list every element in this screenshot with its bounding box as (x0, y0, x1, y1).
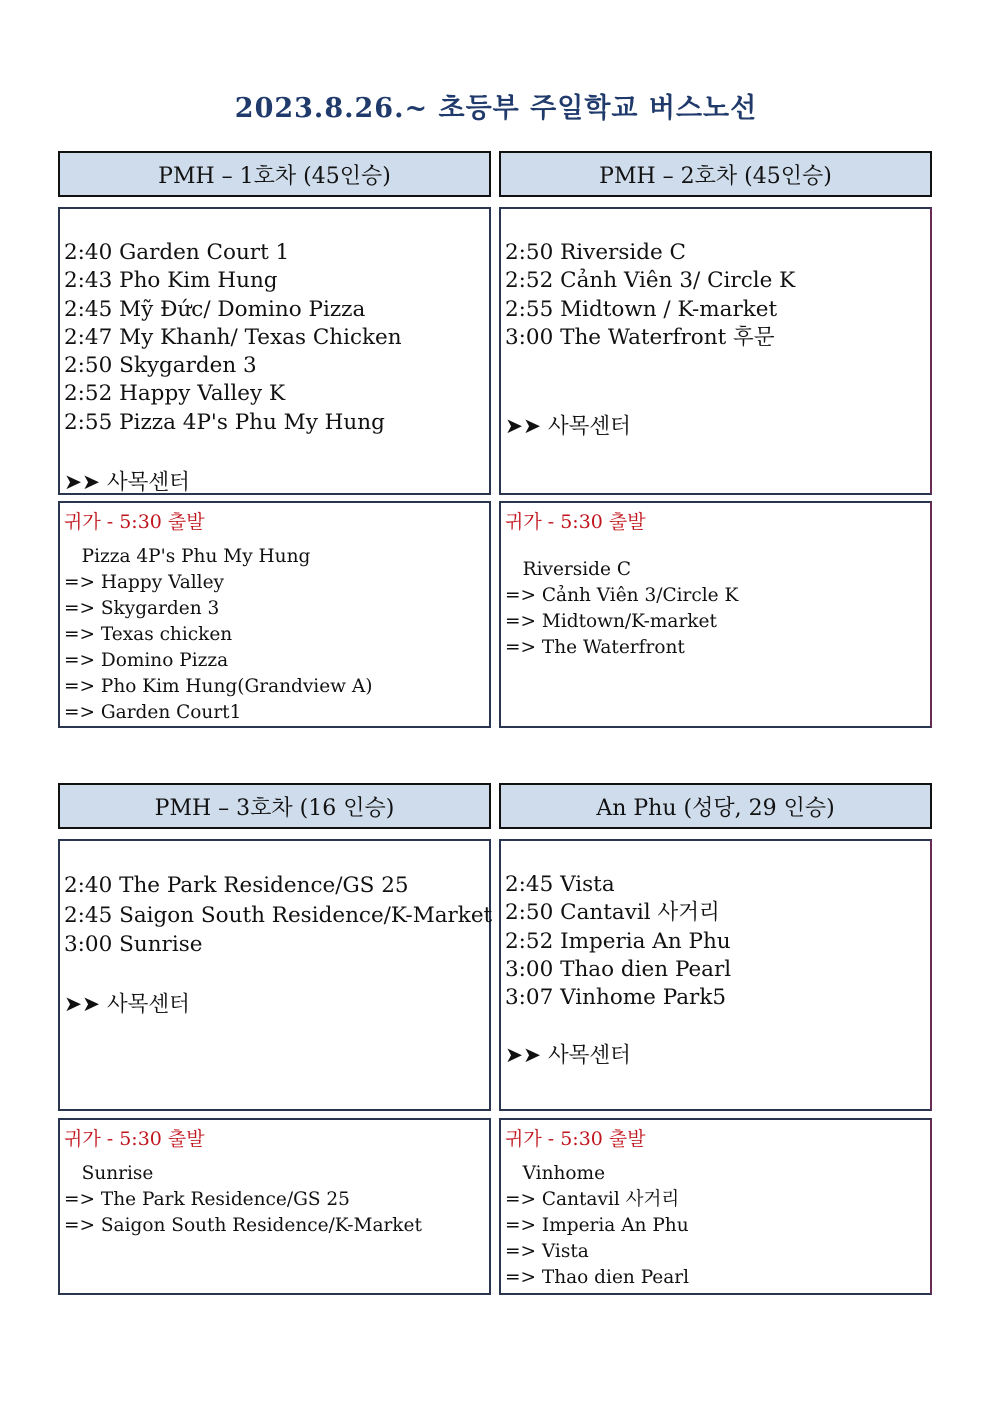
route-4-return-stops (505, 1161, 689, 1291)
return-stop-item: => Cantavil 사거리 (505, 1189, 680, 1210)
page-title: 2023.8.26.~ 초등부 주일학교 버스노선 (234, 93, 758, 124)
return-stop-item: => Domino Pizza (64, 650, 229, 671)
route-1-header: PMH – 1호차 (45인승) (58, 151, 491, 197)
return-stop-item: => The Park Residence/GS 25 (64, 1189, 350, 1210)
return-stop-item: => Thao dien Pearl (505, 1267, 690, 1288)
route-2-stops (505, 239, 795, 352)
return-stop-item: Vinhome (505, 1163, 606, 1184)
stop-item: 2:52 Imperia An Phu (505, 928, 731, 954)
stop-item: 2:43 Pho Kim Hung (64, 268, 278, 294)
return-stop-item: => Skygarden 3 (64, 598, 220, 619)
stop-item: 2:55 Midtown / K-market (505, 296, 778, 322)
return-stop-item: => Cảnh Viên 3/Circle K (505, 585, 739, 606)
route-4-destination: ➤➤ 사목센터 (505, 1043, 631, 1068)
stop-item: 2:50 Cantavil 사거리 (505, 900, 720, 926)
route-4-stops (505, 871, 731, 1012)
route-4-header: An Phu (성당, 29 인승) (499, 783, 932, 829)
return-stop-item: => Imperia An Phu (505, 1215, 689, 1236)
stop-item: 2:50 Skygarden 3 (64, 353, 257, 379)
route-3-return-title: 귀가 - 5:30 출발 (64, 1128, 205, 1150)
route-3-stops (64, 871, 492, 960)
return-stop-item: Sunrise (64, 1163, 154, 1184)
return-stop-item: => The Waterfront (505, 637, 685, 658)
stop-item: 2:40 Garden Court 1 (64, 240, 290, 265)
route-1-return-title: 귀가 - 5:30 출발 (64, 511, 205, 533)
route-2-destination: ➤➤ 사목센터 (505, 414, 631, 439)
route-1-return-stops (64, 544, 372, 726)
return-stop-item: => Texas chicken (64, 624, 233, 645)
route-4-return-box (499, 1118, 932, 1295)
stop-item: 2:47 My Khanh/ Texas Chicken (64, 324, 402, 350)
route-1-stops (64, 239, 402, 437)
return-stop-item: => Vista (505, 1241, 589, 1262)
return-stop-item: Riverside C (505, 559, 631, 580)
return-stop-item: Pizza 4P's Phu My Hung (64, 546, 311, 567)
stop-item: 2:50 Riverside C (505, 240, 687, 265)
return-stop-item: => Midtown/K-market (505, 611, 717, 632)
stop-item: 2:45 Mỹ Đức/ Domino Pizza (64, 296, 366, 322)
route-3-stops-box (58, 839, 491, 1111)
stop-item: 3:00 Sunrise (64, 932, 203, 957)
route-2-header: PMH – 2호차 (45인승) (499, 151, 932, 197)
stop-item: 2:40 The Park Residence/GS 25 (64, 873, 409, 898)
stop-item: 2:55 Pizza 4P's Phu My Hung (64, 409, 385, 435)
stop-item: 2:52 Happy Valley K (64, 381, 286, 407)
route-3-header: PMH – 3호차 (16 인승) (58, 783, 491, 829)
route-1-stops-box (58, 207, 491, 495)
route-1-return-box (58, 501, 491, 728)
route-2-return-box (499, 501, 932, 728)
route-4-return-title: 귀가 - 5:30 출발 (505, 1128, 646, 1150)
stop-item: 3:00 Thao dien Pearl (505, 956, 732, 982)
route-1-destination: ➤➤ 사목센터 (64, 470, 190, 495)
route-2-return-stops (505, 557, 738, 661)
route-4-stops-box (499, 839, 932, 1111)
stop-item: 3:07 Vinhome Park5 (505, 985, 727, 1011)
route-3-return-stops (64, 1161, 422, 1239)
return-stop-item: => Saigon South Residence/K-Market (64, 1215, 422, 1236)
return-stop-item: => Garden Court1 (64, 702, 242, 723)
stop-item: 2:52 Cảnh Viên 3/ Circle K (505, 268, 796, 294)
return-stop-item: => Happy Valley (64, 572, 224, 593)
stop-item: 3:00 The Waterfront 후문 (505, 324, 775, 350)
route-3-destination: ➤➤ 사목센터 (64, 992, 190, 1017)
route-2-return-title: 귀가 - 5:30 출발 (505, 511, 646, 533)
stop-item: 2:45 Vista (505, 872, 615, 897)
return-stop-item: => Pho Kim Hung(Grandview A) (64, 676, 373, 697)
stop-item: 2:45 Saigon South Residence/K-Market (64, 902, 493, 928)
route-2-stops-box (499, 207, 932, 495)
route-3-return-box (58, 1118, 491, 1295)
